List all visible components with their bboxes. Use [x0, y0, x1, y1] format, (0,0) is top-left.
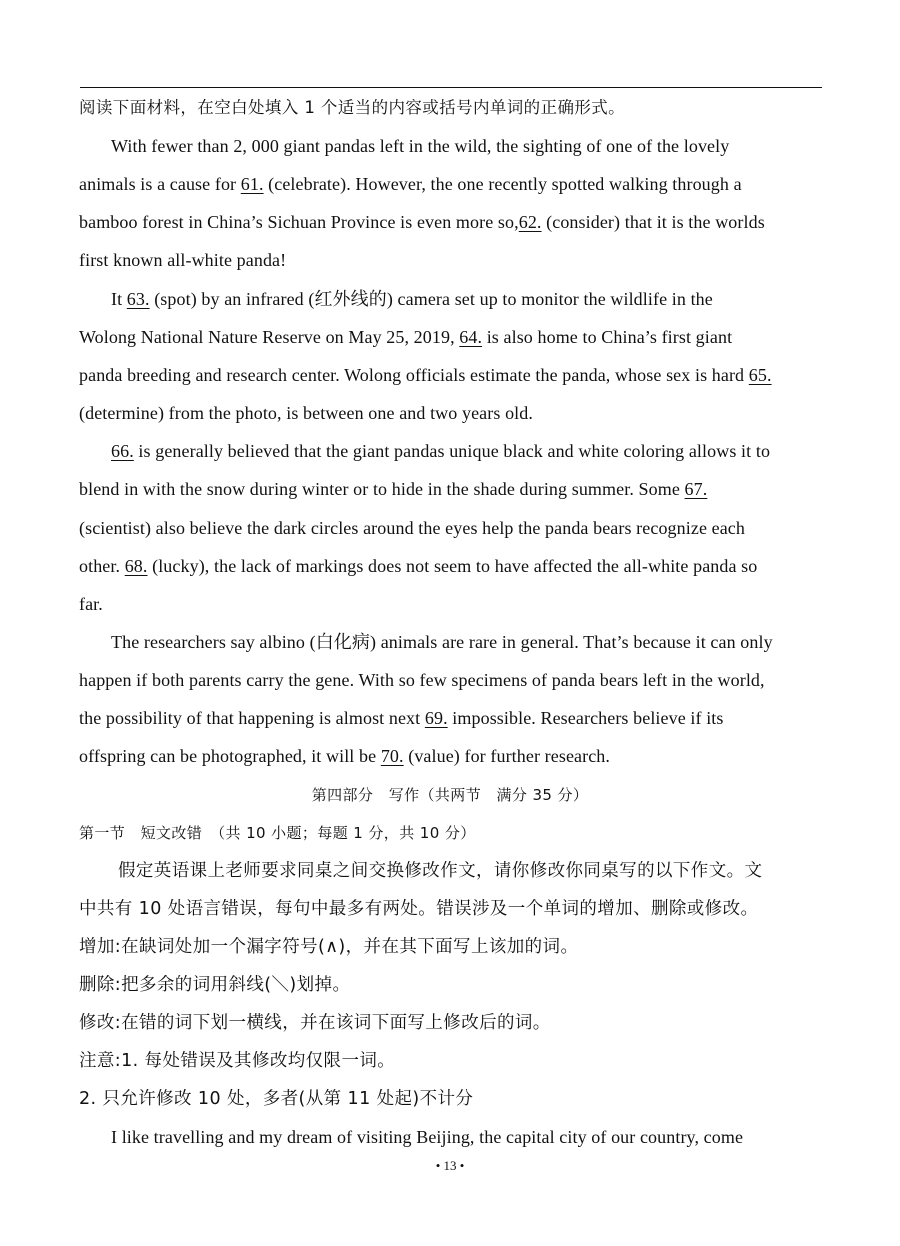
blank-68[interactable]: 68. [124, 556, 148, 576]
instruction-paragraph-line: 中共有 10 处语言错误，每句中最多有两处。错误涉及一个单词的增加、删除或修改。 [79, 899, 759, 919]
top-rule [80, 87, 822, 88]
delete-rule: 删除:把多余的词用斜线(＼)划掉。 [79, 975, 351, 995]
passage-line: 66. is generally believed that the giant pandas unique black and white coloring allows it to [111, 441, 771, 461]
modify-rule: 修改:在错的词下划一横线，并在该词下面写上修改后的词。 [79, 1013, 551, 1033]
passage-line: panda breeding and research center. Wolong officials estimate the panda, whose sex is hard 65. [79, 365, 772, 385]
passage-line: animals is a cause for 61. (celebrate). However, the one recently spotted walking through a [79, 174, 742, 194]
passage-line: bamboo forest in China’s Sichuan Province is even more so,62. (consider) that it is the worlds [79, 212, 765, 232]
blank-65[interactable]: 65. [748, 365, 772, 385]
essay-line: I like travelling and my dream of visiting Beijing, the capital city of our country, come [111, 1127, 744, 1147]
passage-line: offspring can be photographed, it will be 70. (value) for further research. [79, 746, 611, 766]
part4-heading: 第四部分 写作（共两节 满分 35 分） [311, 786, 589, 804]
passage-line: (determine) from the photo, is between one and two years old. [79, 403, 533, 423]
blank-62[interactable]: 62. [518, 212, 542, 232]
blank-64[interactable]: 64. [459, 327, 483, 347]
blank-61[interactable]: 61. [240, 174, 264, 194]
blank-67[interactable]: 67. [684, 479, 708, 499]
blank-70[interactable]: 70. [380, 746, 404, 766]
passage-line: With fewer than 2, 000 giant pandas left in the wild, the sighting of one of the lovely [111, 136, 730, 156]
passage-line: other. 68. (lucky), the lack of markings does not seem to have affected the all-white panda so [79, 556, 758, 576]
note-2: 2. 只允许修改 10 处，多者(从第 11 处起)不计分 [79, 1089, 474, 1109]
passage-line: the possibility of that happening is almost next 69. impossible. Researchers believe if its [79, 708, 724, 728]
passage-line: Wolong National Nature Reserve on May 25, 2019, 64. is also home to China’s first giant [79, 327, 733, 347]
instruction-paragraph-line: 假定英语课上老师要求同桌之间交换修改作文，请你修改你同桌写的以下作文。文 [118, 861, 763, 881]
add-rule: 增加:在缺词处加一个漏字符号(∧)，并在其下面写上该加的词。 [79, 937, 579, 957]
passage-line: first known all-white panda! [79, 250, 287, 270]
blank-69[interactable]: 69. [424, 708, 448, 728]
section1-heading: 第一节 短文改错 （共 10 小题；每题 1 分，共 10 分） [79, 824, 476, 842]
passage-line: happen if both parents carry the gene. With so few specimens of panda bears left in the world, [79, 670, 765, 690]
blank-63[interactable]: 63. [126, 289, 150, 309]
note-1: 注意:1. 每处错误及其修改均仅限一词。 [79, 1051, 396, 1071]
instruction-line: 阅读下面材料，在空白处填入 1 个适当的内容或括号内单词的正确形式。 [79, 98, 626, 117]
passage-line: It 63. (spot) by an infrared (红外线的) camera set up to monitor the wildlife in the [111, 289, 713, 309]
blank-66[interactable]: 66. [111, 441, 134, 461]
page-number: • 13 • [435, 1158, 465, 1173]
passage-line: The researchers say albino (白化病) animals are rare in general. That’s because it can only [111, 632, 773, 652]
passage-line: (scientist) also believe the dark circles around the eyes help the panda bears recognize each [79, 518, 746, 538]
passage-line: blend in with the snow during winter or to hide in the shade during summer. Some 67. [79, 479, 708, 499]
passage-line: far. [79, 594, 103, 614]
